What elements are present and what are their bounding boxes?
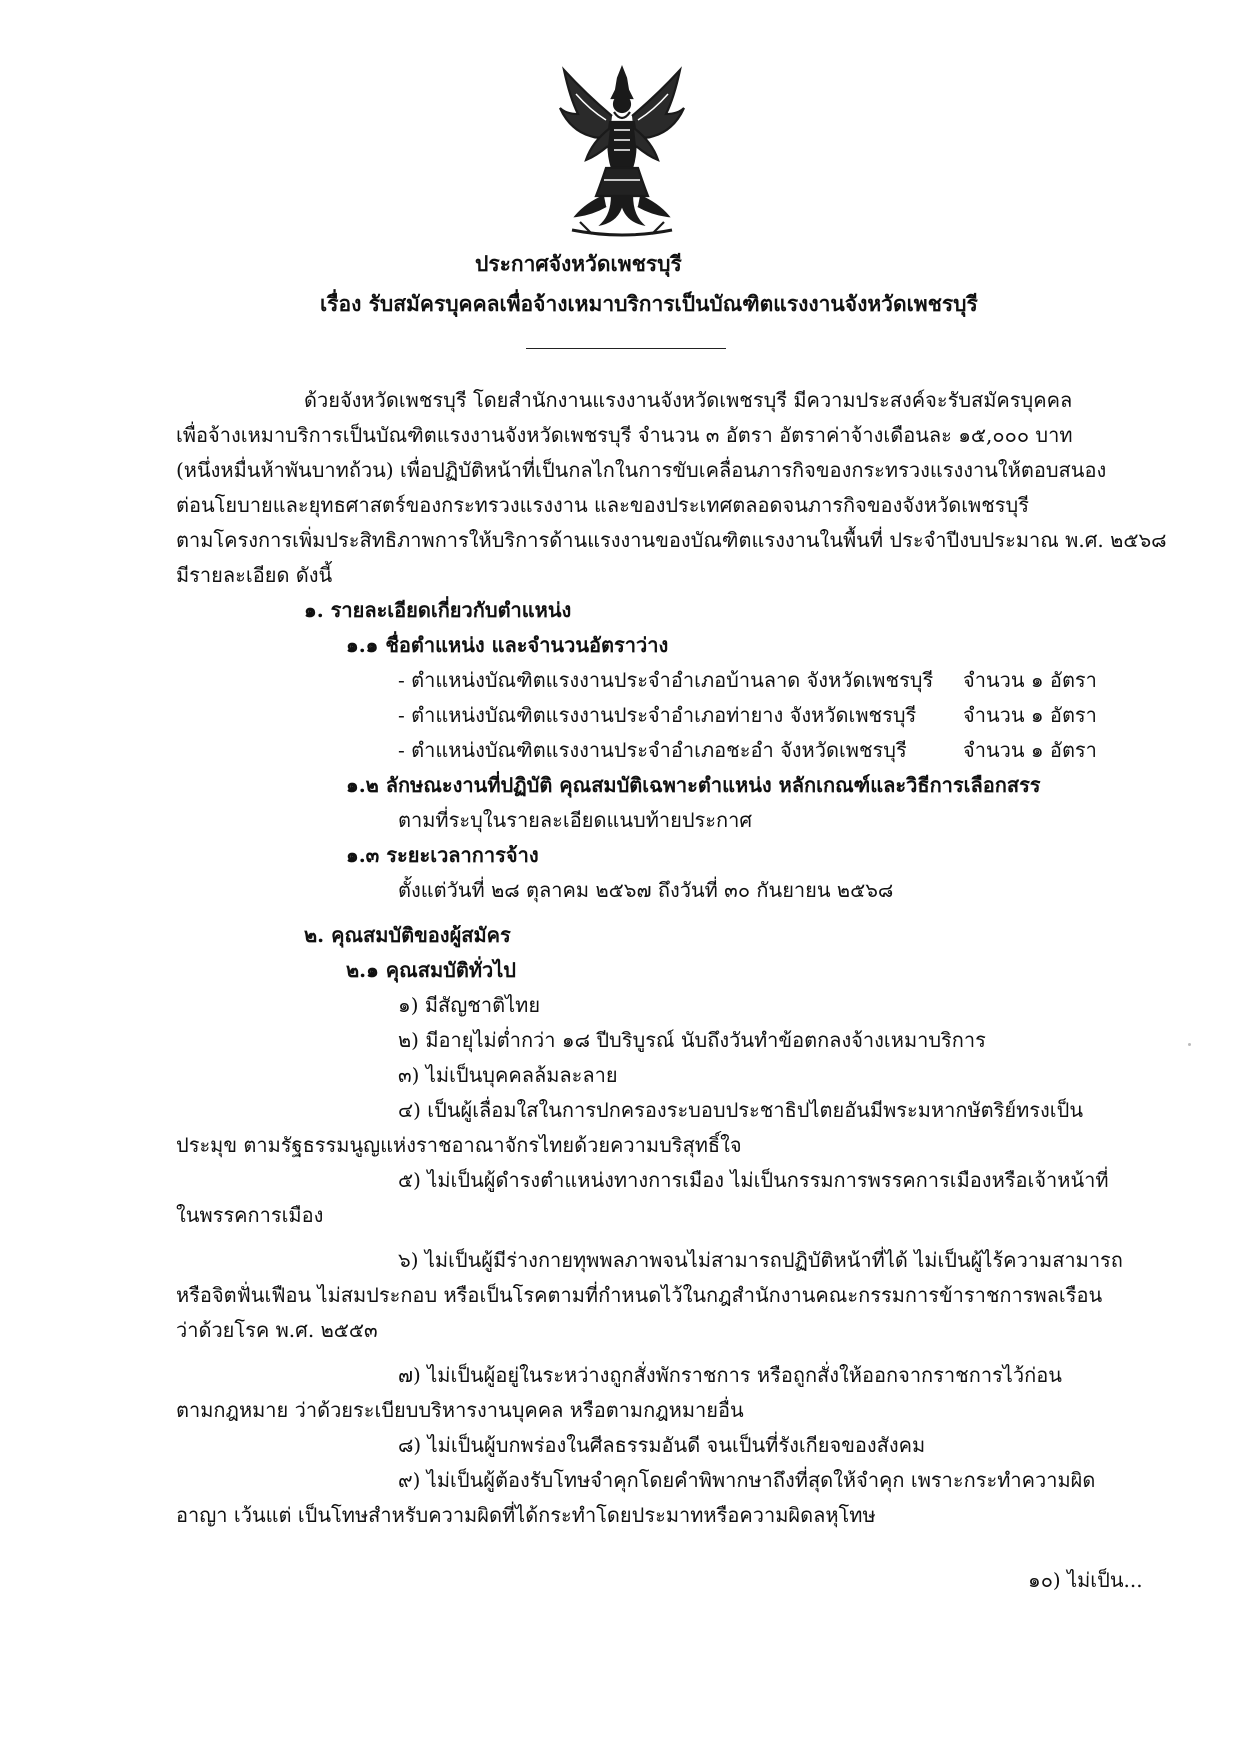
section-2-heading: ๒. คุณสมบัติของผู้สมัคร: [304, 923, 511, 947]
qualification-item-cont: อาญา เว้นแต่ เป็นโทษสำหรับความผิดที่ได้กระทำโดยประมาทหรือความผิดลหุโทษ: [176, 1503, 876, 1527]
intro-line-6: มีรายละเอียด ดังนี้: [176, 563, 333, 587]
qualification-item-cont: ตามกฎหมาย ว่าด้วยระเบียบบริหารงานบุคคล หรือตามกฎหมายอื่น: [176, 1398, 744, 1422]
qualification-item: ๖) ไม่เป็นผู้มีร่างกายทุพพลภาพจนไม่สามารถปฏิบัติหน้าที่ได้ ไม่เป็นผู้ไร้ความสามารถ: [398, 1248, 1123, 1272]
document-subject: เรื่อง รับสมัครบุคคลเพื่อจ้างเหมาบริการเป็นบัณฑิตแรงงานจังหวัดเพชรบุรี: [320, 291, 978, 316]
qualification-item: ๓) ไม่เป็นบุคคลล้มละลาย: [398, 1063, 618, 1087]
position-count: จำนวน ๑ อัตรา: [963, 703, 1097, 727]
position-row: [398, 701, 1097, 729]
intro-line-4: ต่อนโยบายและยุทธศาสตร์ของกระทรวงแรงงาน และของประเทศตลอดจนภารกิจของจังหวัดเพชรบุรี: [176, 493, 1029, 517]
qualification-item: ๑) มีสัญชาติไทย: [398, 993, 541, 1017]
section-1-1-heading: ๑.๑ ชื่อตำแหน่ง และจำนวนอัตราว่าง: [346, 633, 669, 657]
qualification-item: ๗) ไม่เป็นผู้อยู่ในระหว่างถูกสั่งพักราชการ หรือถูกสั่งให้ออกจากราชการไว้ก่อน: [398, 1363, 1062, 1387]
position-row: [398, 666, 1097, 694]
qualification-item-cont: ว่าด้วยโรค พ.ศ. ๒๕๕๓: [176, 1318, 378, 1342]
section-1-2-text: ตามที่ระบุในรายละเอียดแนบท้ายประกาศ: [398, 808, 753, 832]
section-1-3-heading: ๑.๓ ระยะเวลาการจ้าง: [346, 843, 539, 867]
position-count: จำนวน ๑ อัตรา: [963, 738, 1097, 762]
section-2-1-heading: ๒.๑ คุณสมบัติทั่วไป: [346, 958, 516, 982]
title-divider: [526, 348, 726, 349]
section-1-2-heading: ๑.๒ ลักษณะงานที่ปฏิบัติ คุณสมบัติเฉพาะตำแหน่ง หลักเกณฑ์และวิธีการเลือกสรร: [346, 773, 1041, 797]
document-title: ประกาศจังหวัดเพชรบุรี: [475, 251, 682, 276]
qualification-item-cont: ในพรรคการเมือง: [176, 1203, 324, 1227]
position-name: - ตำแหน่งบัณฑิตแรงงานประจำอำเภอท่ายาง จังหวัดเพชรบุรี: [398, 703, 917, 727]
page-continuation: ๑๐) ไม่เป็น...: [1028, 1568, 1143, 1592]
position-name: - ตำแหน่งบัณฑิตแรงงานประจำอำเภอชะอำ จังหวัดเพชรบุรี: [398, 738, 907, 762]
qualification-item-cont: หรือจิตฟั่นเฟือน ไม่สมประกอบ หรือเป็นโรคตามที่กำหนดไว้ในกฎสำนักงานคณะกรรมการข้าราชการพลเรือน: [176, 1283, 1103, 1307]
position-count: จำนวน ๑ อัตรา: [963, 668, 1097, 692]
scan-speck: [1188, 1043, 1191, 1046]
garuda-emblem-icon: [556, 64, 688, 240]
section-1-heading: ๑. รายละเอียดเกี่ยวกับตำแหน่ง: [304, 598, 572, 622]
qualification-item: ๒) มีอายุไม่ต่ำกว่า ๑๘ ปีบริบูรณ์ นับถึงวันทำข้อตกลงจ้างเหมาบริการ: [398, 1028, 986, 1052]
qualification-item: ๔) เป็นผู้เลื่อมใสในการปกครองระบอบประชาธิปไตยอันมีพระมหากษัตริย์ทรงเป็น: [398, 1098, 1084, 1122]
section-1-3-text: ตั้งแต่วันที่ ๒๘ ตุลาคม ๒๕๖๗ ถึงวันที่ ๓๐ กันยายน ๒๕๖๘: [398, 878, 894, 902]
position-name: - ตำแหน่งบัณฑิตแรงงานประจำอำเภอบ้านลาด จังหวัดเพชรบุรี: [398, 668, 934, 692]
qualification-item: ๙) ไม่เป็นผู้ต้องรับโทษจำคุกโดยคำพิพากษาถึงที่สุดให้จำคุก เพราะกระทำความผิด: [398, 1468, 1096, 1492]
qualification-item: ๘) ไม่เป็นผู้บกพร่องในศีลธรรมอันดี จนเป็นที่รังเกียจของสังคม: [398, 1433, 926, 1457]
intro-line-2: เพื่อจ้างเหมาบริการเป็นบัณฑิตแรงงานจังหวัดเพชรบุรี จำนวน ๓ อัตรา อัตราค่าจ้างเดือนละ ๑๕,๐๐๐ บาท: [176, 423, 1073, 447]
intro-line-1: ด้วยจังหวัดเพชรบุรี โดยสำนักงานแรงงานจังหวัดเพชรบุรี มีความประสงค์จะรับสมัครบุคคล: [304, 388, 1073, 412]
qualification-item: ๕) ไม่เป็นผู้ดำรงตำแหน่งทางการเมือง ไม่เป็นกรรมการพรรคการเมืองหรือเจ้าหน้าที่: [398, 1168, 1109, 1192]
intro-line-5: ตามโครงการเพิ่มประสิทธิภาพการให้บริการด้านแรงงานของบัณฑิตแรงงานในพื้นที่ ประจำปีงบประมาณ พ.ศ. ๒๕๖๘: [176, 528, 1167, 552]
qualification-item-cont: ประมุข ตามรัฐธรรมนูญแห่งราชอาณาจักรไทยด้วยความบริสุทธิ์ใจ: [176, 1133, 742, 1157]
position-row: [398, 736, 1097, 764]
intro-line-3: (หนึ่งหมื่นห้าพันบาทถ้วน) เพื่อปฏิบัติหน้าที่เป็นกลไกในการขับเคลื่อนภารกิจของกระทรวงแรงงานให้ตอบสนอง: [176, 458, 1107, 482]
